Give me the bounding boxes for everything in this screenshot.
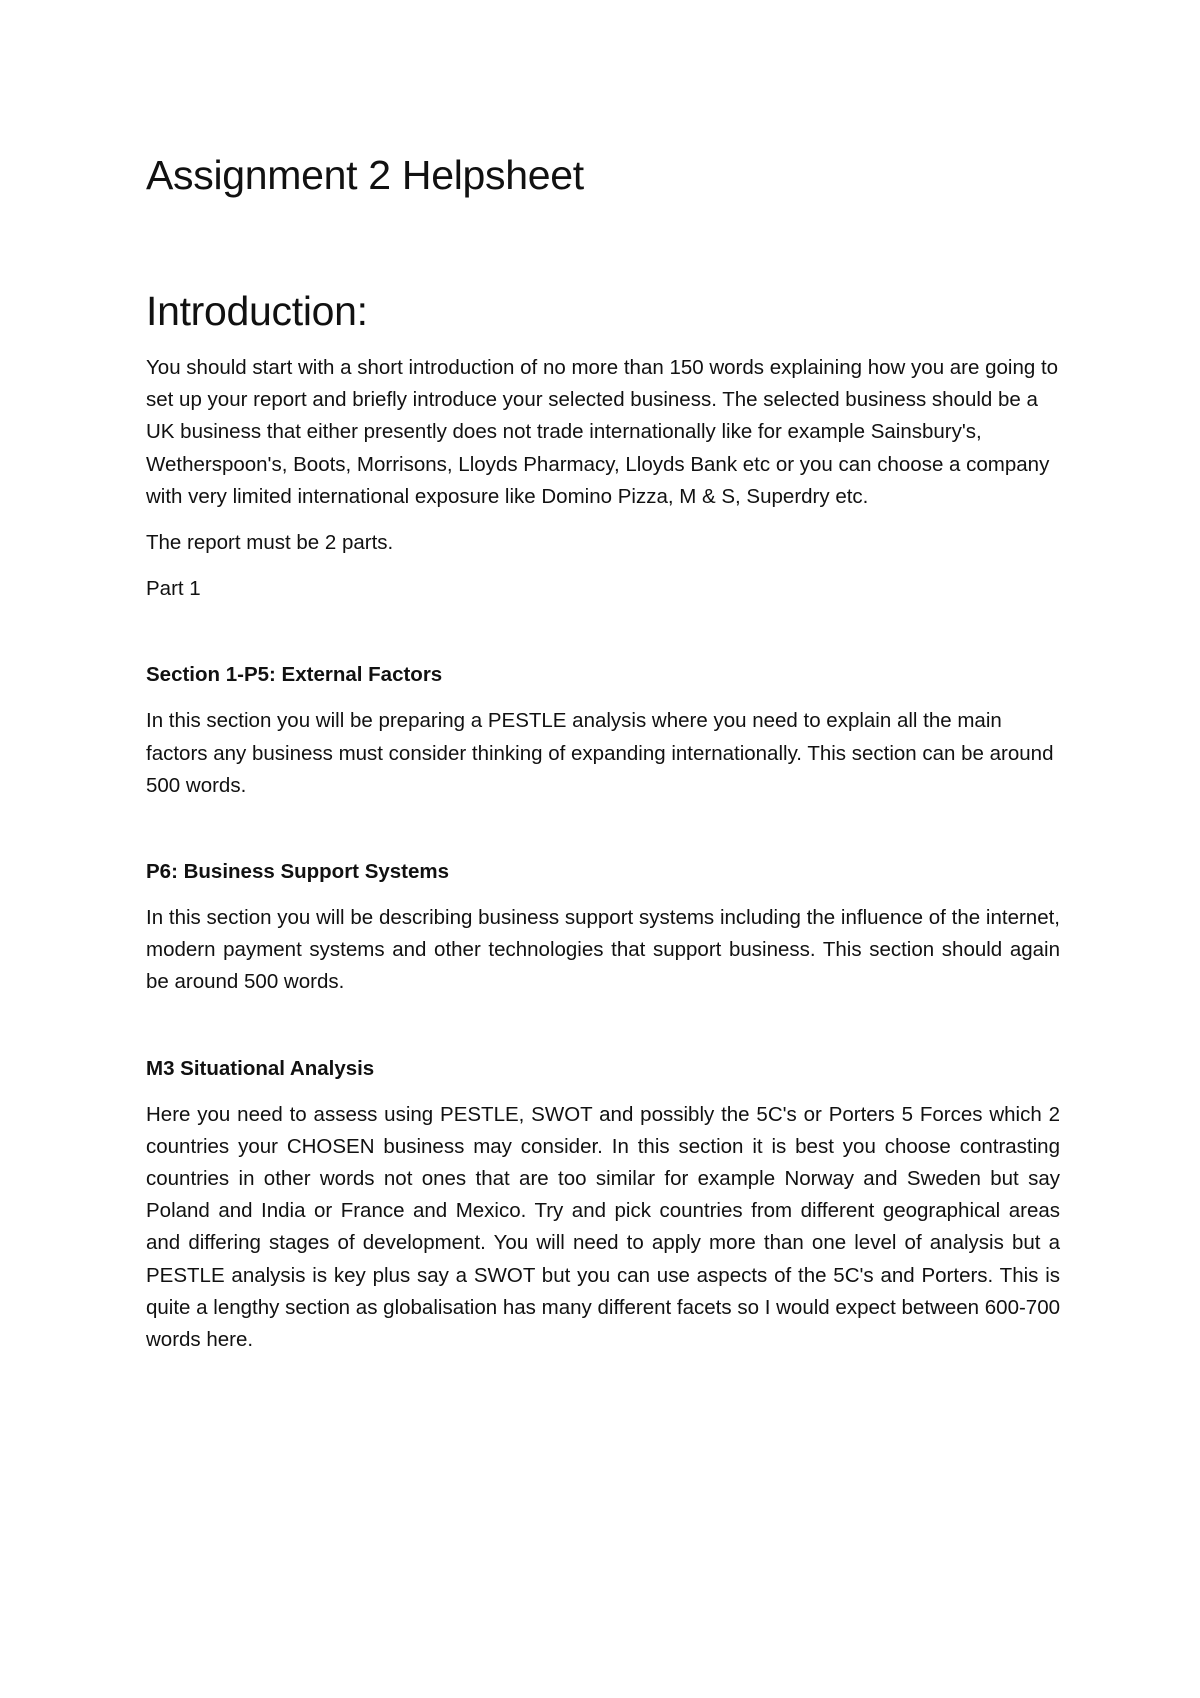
section-body: In this section you will be preparing a PESTLE analysis where you need to explain all the main factors any business must consider thinking of expanding internationally. This section can be around 500 words. (146, 709, 1054, 797)
part-label: Part 1 (146, 577, 201, 601)
introduction-paragraph: You should start with a short introduction of no more than 150 words explaining how you are going to set up your report and briefly introduce your selected business. The selected business should be a UK business that either presently does not trade internationally like for example Sainsbury's, Wetherspoon's, Boots, Morrisons, Lloyds Pharmacy, Lloyds Bank etc or you can choose a company with very limited international exposure like Domino Pizza, M & S, Superdry etc. (146, 356, 1059, 508)
report-parts-text: The report must be 2 parts. (146, 531, 394, 555)
spacer (146, 816, 1060, 856)
section-heading: Section 1-P5: External Factors (146, 663, 443, 687)
spacer (146, 1013, 1060, 1053)
section-heading: P6: Business Support Systems (146, 860, 450, 884)
section-body: In this section you will be describing business support systems including the influence of the internet, modern payment systems and other technologies that support business. This section should again be around 500 words. (146, 906, 1060, 994)
introduction-heading: Introduction: (146, 288, 368, 334)
section-external-factors (146, 659, 1060, 802)
spacer (146, 619, 1060, 659)
document-content (146, 148, 1060, 1370)
section-heading: M3 Situational Analysis (146, 1056, 375, 1080)
section-body: Here you need to assess using PESTLE, SWOT and possibly the 5C's or Porters 5 Forces which 2 countries your CHOSEN business may consider. In this section it is best you choose contrasting countries in other words not ones that are too similar for example Norway and Sweden but say Poland and India or France and Mexico. Try and pick countries from different geographical areas and differing stages of development. You will need to apply more than one level of analysis but a PESTLE analysis is key plus say a SWOT but you can use aspects of the 5C's and Porters. This is quite a lengthy section as globalisation has many different facets so I would expect between 600-700 words here. (146, 1102, 1060, 1352)
document-title: Assignment 2 Helpsheet (146, 152, 584, 198)
section-business-support-systems (146, 856, 1060, 999)
section-situational-analysis (146, 1053, 1060, 1357)
